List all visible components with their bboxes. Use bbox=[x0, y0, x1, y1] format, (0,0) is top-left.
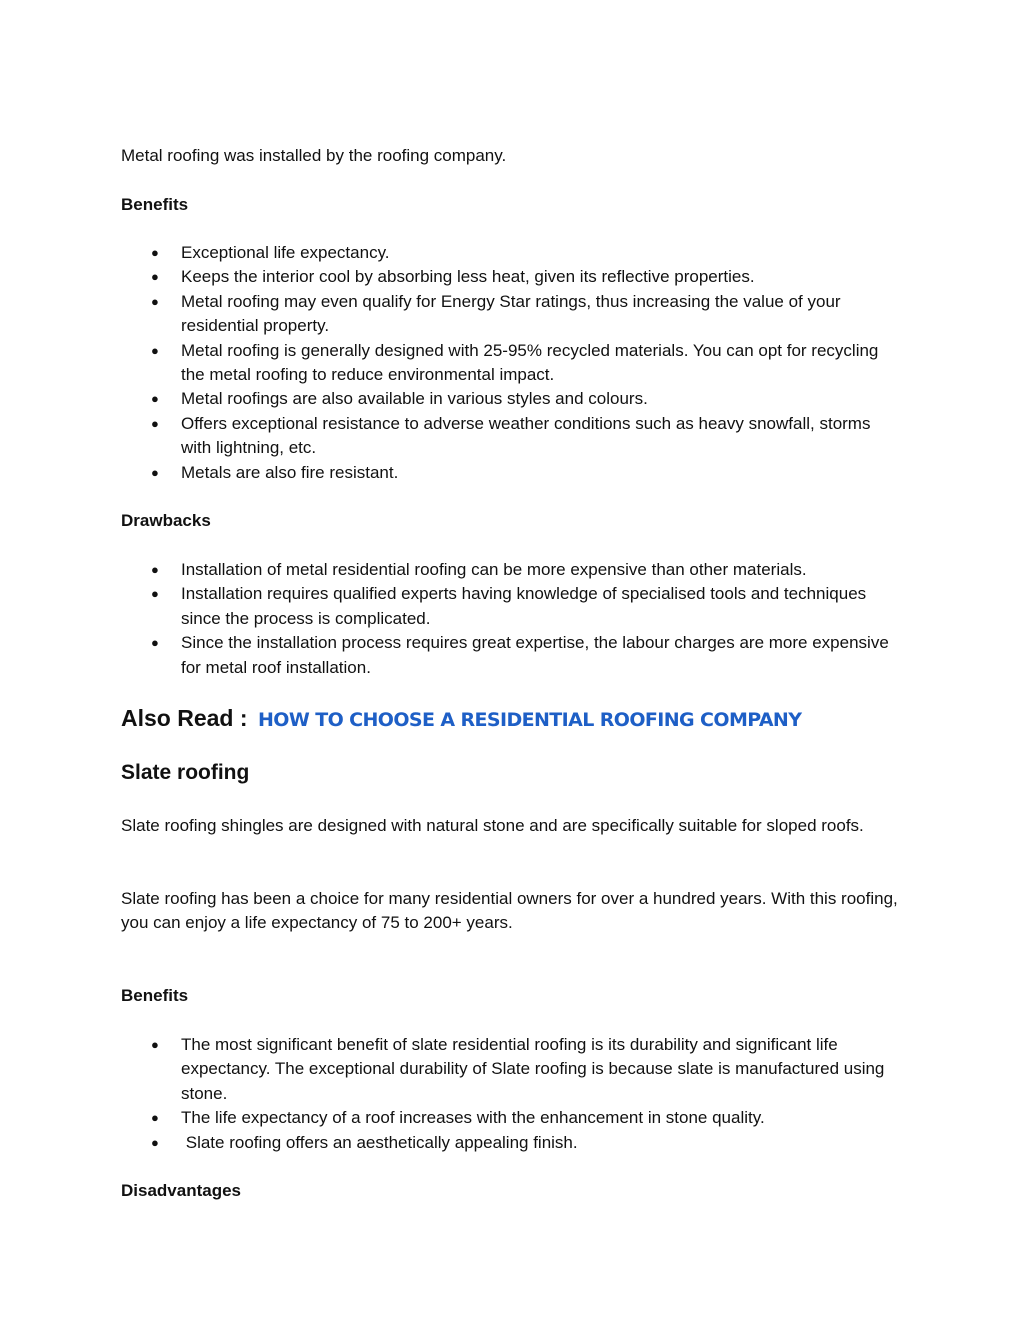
list-item: ● Installation of metal residential roofing can be more expensive than other materials. bbox=[0, 558, 901, 582]
list-item: ● Slate roofing offers an aesthetically appealing finish. bbox=[0, 1131, 901, 1155]
bullet-icon: ● bbox=[151, 1037, 159, 1052]
list-item: ● The life expectancy of a roof increases with the enhancement in stone quality. bbox=[0, 1106, 901, 1130]
bullet-icon: ● bbox=[151, 293, 159, 309]
list-item: ● Keeps the interior cool by absorbing less heat, given its reflective properties. bbox=[0, 265, 901, 289]
metal-drawbacks-list bbox=[0, 558, 1024, 680]
list-item: ● Metal roofing is generally designed with 25-95% recycled materials. You can opt for recycling the metal roofing to reduce environmental impact. bbox=[151, 340, 879, 385]
list-item: ● Metal roofing may even qualify for Energy Star ratings, thus increasing the value of your residential property. bbox=[151, 291, 841, 336]
bullet-icon: ● bbox=[151, 635, 159, 651]
list-item: ● The most significant benefit of slate residential roofing is its durability and significant life expectancy. The exceptional durability of Slate roofing is because slate is manufactured using stone. bbox=[151, 1035, 885, 1103]
metal-benefits-list bbox=[0, 241, 1024, 485]
also-read-label: Also Read : bbox=[121, 705, 248, 731]
also-read-link[interactable]: HOW TO CHOOSE A RESIDENTIAL ROOFING COMPANY bbox=[257, 709, 802, 731]
slate-paragraph-2: Slate roofing has been a choice for many residential owners for over a hundred years. With this roofing, you can enjoy a life expectancy of 75 to 200+ years. bbox=[121, 889, 898, 933]
list-item: ● Installation requires qualified experts having knowledge of specialised tools and techniques since the process is complicated. bbox=[151, 584, 867, 628]
list-item: ● Offers exceptional resistance to adverse weather conditions such as heavy snowfall, storms with lightning, etc. bbox=[151, 413, 871, 458]
list-item: ● Metal roofings are also available in various styles and colours. bbox=[0, 387, 901, 411]
bullet-icon: ● bbox=[151, 586, 159, 602]
bullet-icon: ● bbox=[151, 1134, 159, 1150]
bullet-icon: ● bbox=[151, 269, 159, 285]
bullet-icon: ● bbox=[151, 562, 159, 577]
intro-text: Metal roofing was installed by the roofing company. bbox=[121, 146, 507, 165]
list-item: ● Since the installation process requires great expertise, the labour charges are more expensive for metal roof installation. bbox=[151, 633, 889, 677]
slate-paragraph-1: Slate roofing shingles are designed with natural stone and are specifically suitable for sloped roofs. bbox=[121, 816, 864, 835]
bullet-icon: ● bbox=[151, 1110, 159, 1126]
bullet-icon: ● bbox=[151, 245, 159, 260]
bullet-icon: ● bbox=[151, 342, 159, 358]
bullet-icon: ● bbox=[151, 391, 159, 407]
list-item: ● Metals are also fire resistant. bbox=[0, 461, 901, 485]
also-read bbox=[121, 705, 801, 732]
bullet-icon: ● bbox=[151, 464, 159, 480]
slate-benefits-list bbox=[0, 1033, 1024, 1155]
metal-drawbacks-heading: Drawbacks bbox=[121, 511, 211, 530]
bullet-icon: ● bbox=[151, 415, 159, 431]
slate-heading: Slate roofing bbox=[121, 761, 250, 784]
metal-benefits-heading: Benefits bbox=[121, 195, 189, 214]
slate-benefits-heading: Benefits bbox=[121, 986, 189, 1005]
slate-disadvantages-heading: Disadvantages bbox=[121, 1181, 241, 1200]
list-item: ● Exceptional life expectancy. bbox=[0, 241, 901, 265]
